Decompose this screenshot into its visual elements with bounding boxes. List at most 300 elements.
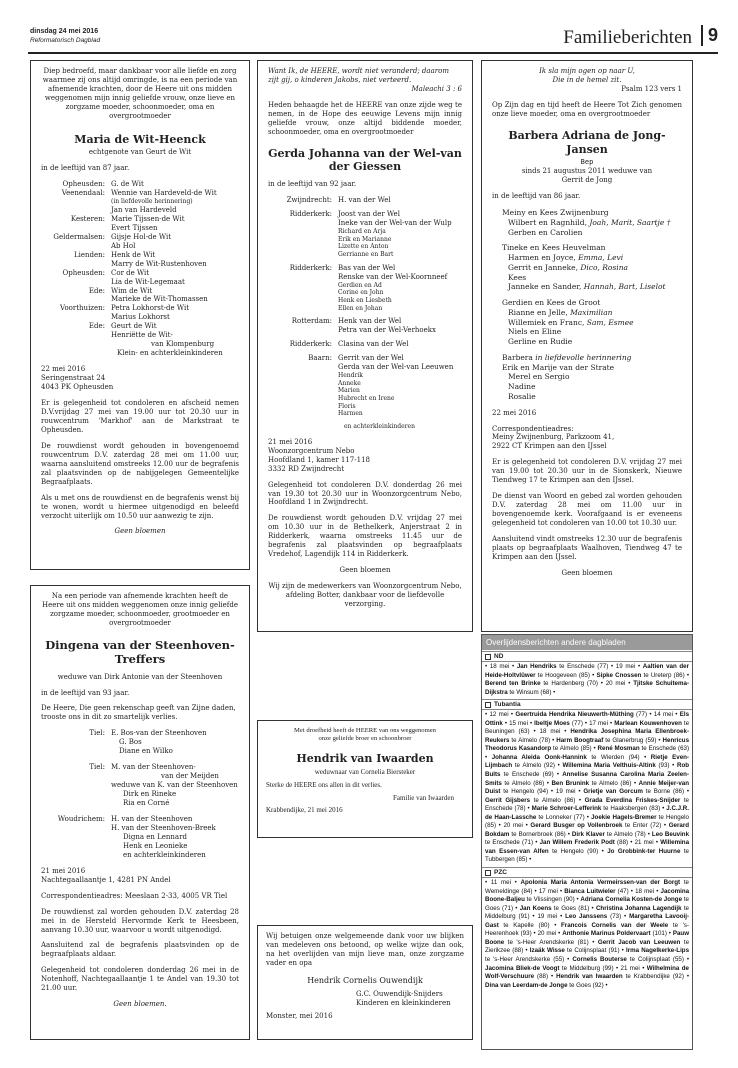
age-line: in de leeftijd van 92 jaar. (268, 180, 357, 189)
family-head: Meiny en Kees Zwijnenburg (502, 208, 609, 218)
entry-age: 81 (580, 904, 588, 912)
sympathy-line: Sterke de HEERE ons allen in dit verlies. (266, 780, 382, 789)
entry-date: 18 mei (635, 887, 655, 895)
entry-date: 18 mei (489, 663, 510, 670)
entry-age: 85 (580, 671, 588, 679)
family-name: Ab Hol (111, 241, 136, 250)
entry-name: Ben Brunink (551, 779, 590, 787)
grandchildren: Emma, Levi (575, 253, 624, 263)
family-name: Joost van der Wel (338, 210, 400, 219)
grandchild-name: Corine en John (338, 289, 384, 297)
age-line: in de leeftijd van 87 jaar. (41, 164, 130, 173)
obituaries-title: Overlijdensberichten andere dagbladen (482, 635, 692, 650)
entry-name: Apolonia Maria Antonia Vermeirssen-van der Borgt (520, 879, 681, 887)
entry-place: Hoogeveen (545, 671, 577, 679)
family-name: Diane en Wilko (119, 747, 173, 756)
grandchild-name: Rosalie (508, 391, 536, 401)
service-text: De rouwdienst zal worden gehouden D.V. zaterdag 28 mei in de Hersteld Hervormde Kerk te Heesbeen, aanvang 10.30 uur, waarvoor u wordt uitgenodigd. (41, 907, 239, 934)
entry-date: 12 mei (489, 711, 509, 719)
family-names (338, 354, 462, 418)
entry-age: 84 (523, 887, 531, 895)
family-name: H. van der Steenhoven (111, 815, 193, 823)
entry-age: 86 (675, 788, 682, 796)
family-names (111, 269, 239, 287)
corr-line: Correspondentieadres: Meeslaan 2-33, 4005 VR Tiel (41, 891, 228, 900)
family-row (268, 317, 462, 335)
entry-age: 81 (579, 938, 587, 946)
barbera-line (492, 353, 682, 363)
entry-age: 68 (542, 688, 550, 696)
entry-place: Tubbergen (485, 856, 515, 864)
family-row (41, 180, 239, 189)
death-notice-de-jong (481, 60, 693, 632)
entry-place: Almelo (598, 779, 618, 787)
service-text: De rouwdienst wordt gehouden D.V. vrijdag 27 mei om 10.30 uur in de Bethelkerk, Anjerstraat 2 in Ridderkerk, waarna omstreeks 11.45 uur de begrafenis zal plaatsvinden op begraafplaats Vredehof, Lagendijk 114 in Ridderkerk. (268, 514, 462, 559)
family-name: Jan van Hardeveld (111, 205, 177, 214)
entry-name: Annelise Susanna Carolina Maria Zeelen-Smits (485, 771, 690, 787)
intro-line-1: Met droefheid heeft de HEERE van ons weggenomen (294, 727, 436, 734)
family-line (502, 218, 682, 228)
entry-place: Vlissingen (533, 896, 562, 904)
entry-date: 18 mei (539, 728, 561, 736)
entry-name: René Mosman (597, 745, 640, 753)
family-name: Digna en Lennard (123, 832, 187, 841)
entry-name: Christina Johanna Lagendijk (595, 904, 682, 912)
entry-name: Rob Bults (485, 762, 690, 779)
entry-place: 's-Heerenhoek (485, 921, 690, 938)
address-line-1: Woonzorgcentrum Nebo (268, 446, 355, 455)
death-notice-van-der-steenhoven (30, 585, 250, 1040)
entry-name: Grietje van Gorcum (583, 788, 643, 796)
entry-age: 86 (535, 779, 543, 787)
place-label: Rotterdam: (291, 317, 332, 326)
family-name: Renske van der Wel-Koornneef (338, 272, 448, 281)
entry-place: Almelo (522, 762, 542, 770)
entry-age: 93 (660, 762, 668, 770)
deceased-name: Barbera Adriana de Jong-Jansen (508, 128, 666, 156)
entry-name: Pauw Boone (485, 930, 690, 946)
grandchildren: Maximilian (567, 307, 613, 317)
entry-age: 71 (524, 839, 532, 847)
erik-line: Erik en Marije van der Strate (502, 362, 615, 372)
family-names: Gerline en Rudie (508, 337, 573, 347)
entry-place: Hengelo (560, 847, 584, 855)
deceased-name: Hendrik van Iwaarden (296, 751, 434, 765)
entry-age: 85 (582, 745, 590, 753)
family-line (502, 337, 682, 347)
region-entries: • 11 mei • Apolonia Maria Antonia Vermeirssen-van der Borgt te Wemeldinge (84) • 17 mei • Bianca Luitwieler (47) • 18 mei • Jacomina Boone-Baljeu te Vlissingen (90) • Adriana Cornelia Kosten-de Jonge te Goes (71) • Jan Koens te Goes (81) • Christina Johanna Lagendijk te Middelburg (91) • 19 mei • Leo Janssens (73) • Margaretha Lavooij-Gast te Kapelle (80) • Francois Cornelis van der Weele te 's-Heerenhoek (93) • 20 mei • Anthonie Marinus Poldervaart (101) • Pauw Boone te 's-Heer Arendskerke (81) • Gerrit Jacob van Leeuwen te Zierikzee (88) • Izaäk Wisse te Colijnsplaat (91) • Irma Nagelkerke-Lips te 's-Heer Arendskerke (55) • Cornelis Bouterse te Colijnsplaat (55) • Jacomina Bliek-de Voogt te Middelburg (99) • 21 mei • Wilhelmina de Wolf-Verschuure (88) • Hendrik van Iwaarden te Krabbendijke (92) • Dina van Leerdam-de Jonge te Goes (92) • (485, 879, 690, 989)
family-name: Ria en Corné (123, 799, 170, 808)
corr-label: Correspondentieadres: (492, 424, 574, 433)
place-label: Lienden: (73, 250, 105, 259)
region-name: Tubantia (494, 701, 521, 709)
entry-name: Tjitske Schuitema-Dijkstra (485, 680, 689, 696)
great-grandchildren-line: en achterkleinkinderen (344, 423, 415, 431)
death-notice-de-wit (30, 60, 250, 570)
family-head: Tineke en Kees Heuvelman (502, 243, 606, 253)
condolence-text: Gelegenheid tot condoleren donderdag 26 mei in de Notenhoff, Nachtegaallaantje 1 te Andel van 19.30 tot 21.00 uur. (41, 966, 239, 993)
place-date: Monster, mei 2016 (266, 1011, 333, 1020)
entry-place: Almelo (559, 745, 579, 753)
entry-date: 21 mei (620, 964, 640, 972)
entry-age: 83 (651, 805, 659, 813)
family-name: Gerda van der Wel-van Leeuwen (338, 363, 454, 372)
entry-age: 88 (514, 947, 522, 955)
entry-place: Goes (485, 904, 500, 912)
grandchild-name: Henk en Liesbeth (338, 296, 392, 304)
family-head: Gerdien en Kees de Groot (502, 298, 601, 308)
family-name: Marie Tijssen-de Wit (111, 214, 185, 223)
burial-text: Aansluitend vindt omstreeks 12.30 uur de begrafenis plaats op begraafplaats Waalhoven, Tiendweg 47 te Krimpen aan den IJssel. (492, 535, 682, 561)
bullet-icon: • (485, 711, 490, 719)
entry-age: 91 (610, 947, 618, 955)
entry-age: 92 (594, 981, 602, 989)
entry-place: Goes (561, 904, 577, 912)
entry-age: 73 (612, 913, 620, 921)
place-label: Opheusden: (62, 268, 105, 277)
issue-date: dinsdag 24 mei 2016 (30, 28, 99, 35)
barbera-memorial: in liefdevolle herinnering (532, 352, 632, 362)
entry-age: 85 (487, 822, 494, 830)
erik-children (492, 372, 682, 401)
entry-age: 63 (520, 728, 528, 736)
family-line (502, 273, 682, 283)
entry-name: Leo Janssens (565, 913, 608, 921)
no-flowers-note: Geen bloemen (114, 527, 166, 536)
family-row (268, 264, 462, 313)
entry-place: Goes (576, 981, 591, 989)
family-name: Geurt de Wit (111, 322, 157, 331)
corr-line-1: Meiny Zwijnenburg, Parkzoom 41, (492, 433, 615, 442)
family-name: van der Meijden (161, 772, 219, 781)
family-names (338, 340, 462, 349)
entry-age: 92 (674, 973, 682, 981)
condolence-text: Er is gelegenheid tot condoleren D.V. vrijdag 27 mei van 19.00 tot 20.30 uur in de Sionskerk, Nieuwe Tiendweg 17 te Krimpen aan den IJssel. (492, 458, 682, 485)
family-name: Bas van der Wel (338, 263, 396, 272)
entry-place: Hengelo (511, 788, 535, 796)
entry-age: 80 (540, 921, 548, 929)
entry-name: Harm Boogtraaf (556, 736, 604, 744)
place-label: Ede: (88, 286, 105, 295)
region-header (482, 699, 692, 710)
family-name: Evert Tijssen (111, 223, 158, 232)
entry-date: 19 mei (615, 663, 636, 670)
entry-place: Zierikzee (485, 947, 511, 955)
entry-name: Rietje Even-Lijmbach (485, 753, 689, 770)
page-header (28, 24, 718, 54)
family-row (268, 196, 462, 205)
intro-line-2: onze geliefde broer en schoonbroer (318, 735, 412, 743)
intro-text: Na een periode van afnemende krachten heeft de Heere uit ons midden weggenomen onze innig geliefde zorgzame moeder, schoonmoeder, grootmoeder en overgrootmoeder (41, 592, 239, 627)
family-row (41, 189, 239, 215)
entry-age: 99 (604, 964, 612, 972)
grandchildren: Dico, Rosina (578, 262, 628, 272)
family-name: Henk de Wit (111, 250, 156, 259)
bible-verse: Want Ik, de HEERE, wordt niet veranderd; daarom zijt gij, o kinderen Jakobs, niet verteerd. (268, 67, 449, 84)
deceased-name: Gerda Johanna van der Wel-van der Giessen (268, 146, 462, 174)
entry-age: 88 (619, 839, 627, 847)
family-names (111, 322, 239, 349)
family-row (41, 251, 239, 269)
thanks-text: Wij zijn de medewerkers van Woonzorgcentrum Nebo, afdeling Botter, dankbaar voor de liefdevolle verzorging. (268, 582, 462, 609)
family-names: Gerrit en Janneke, (508, 262, 578, 272)
region-entries: • 12 mei • Geertruida Hendrika Nieuwerth-Müthing (77) • 14 mei • Els Ottink • 15 mei • Ibeltje Moes (77) • 17 mei • Marlean Kouwenhoven te Beuningen (63) • 18 mei • Hendrika Josephina Maria Ellenbroek-Reukers te Almelo (78) • Harm Boogtraaf te Glanerbrug (59) • Henricus Theodorus Kasandorp te Almelo (85) • René Mosman te Enschede (63) • Johanna Aleida Oonk-Hannink te Wierden (94) • Rietje Even-Lijmbach te Almelo (92) • Willemina Maria Velthuis-Altink (93) • Rob Bults te Enschede (69) • Annelise Susanna Carolina Maria Zeelen-Smits te Almelo (86) • Ben Brunink te Almelo (86) • Annie Meijer-van Duist te Hengelo (94) • 19 mei • Grietje van Gorcum te Borne (86) • Gerrit Gijsbers te Almelo (86) • Grada Everdina Friskes-Snijder te Enschede (78) • Marie Schroer-Lefferink te Haaksbergen (83) • J.C.J.R. de Haan-Lassche te Lonneker (77) • Joekie Hagels-Bremer te Hengelo (85) • 20 mei • Gerard Busger op Vollenbroek te Enter (72) • Gerard Bokdam te Bornerbroek (86) • Dirk Klaver te Almelo (78) • Leo Beuvink te Enschede (71) • Jan Willem Frederik Podt (88) • 21 mei • Willemina van Essen-van Alfen te Hengelo (90) • Jo Grobbink-ter Huurne te Tubbergen (85) • (485, 711, 690, 864)
family-row (41, 215, 239, 233)
entry-name: Annie Meijer-van Duist (485, 779, 689, 796)
entry-place: Enschede (485, 805, 513, 813)
family-names: Kees (508, 272, 527, 282)
entry-name: Hendrik van Iwaarden (556, 973, 623, 981)
entry-name: Jan Koens (519, 904, 552, 912)
grandchild-name: Hendrik (338, 372, 363, 380)
address-line-2: Hoofdland 1, kamer 117-118 (268, 455, 370, 464)
family-line (502, 318, 682, 328)
entry-place: 's-Heer Arendskerke (493, 955, 551, 963)
burial-text: Aansluitend zal de begrafenis plaatsvinden op de begraafplaats aldaar. (41, 941, 239, 959)
family-names (338, 196, 462, 205)
signature-line-2: Kinderen en kleinkinderen (356, 999, 451, 1007)
entry-age: 78 (636, 830, 644, 838)
family-name: Lia de Wit-Legemaat (111, 277, 185, 286)
grandchild-name: Marien (338, 387, 360, 395)
grandchildren: Joah, Marit, Saartje † (586, 217, 671, 227)
entry-age: 77 (599, 663, 607, 670)
age-line: in de leeftijd van 93 jaar. (41, 688, 130, 697)
entry-place: Enschede (567, 663, 595, 670)
family-line (502, 228, 682, 238)
corr-line-2: 2922 CT Krimpen aan den IJssel (492, 442, 607, 451)
place-label: Opheusden: (62, 180, 105, 189)
deceased-name: Maria de Wit-Heenck (74, 132, 206, 146)
family-name: Petra Lokhorst-de Wit (111, 304, 190, 313)
entry-place: Glanerbrug (612, 736, 644, 744)
entry-age: 91 (520, 913, 528, 921)
entry-name: Francois Cornelis van der Weele (561, 921, 669, 929)
entry-age: 71 (504, 904, 511, 912)
grandchild-name: Merel en Sergio (508, 372, 570, 382)
date-line: 22 mei 2016 (41, 365, 86, 374)
family-names: Janneke en Sander, (508, 282, 582, 292)
grandchild-name: Gerrianne en Bart (338, 251, 394, 258)
entry-date: 20 mei (537, 930, 557, 938)
entry-name: Izaäk Wisse (529, 947, 565, 955)
entry-name: Joekie Hagels-Bremer (591, 813, 657, 821)
widow-line-1: sinds 21 augustus 2011 weduwe van (521, 167, 653, 176)
entry-place: Hardenberg (551, 680, 585, 688)
entry-age: 86 (556, 830, 564, 838)
entry-name: Johanna Aleida Oonk-Hannink (491, 753, 587, 761)
family-names (338, 264, 462, 313)
entry-name: Irma Nagelkerke-Lips (625, 947, 690, 955)
family-name: Marius Lokhorst (111, 313, 170, 322)
region-header (482, 867, 692, 878)
service-text: De dienst van Woord en gebed zal worden gehouden D.V. zaterdag 28 mei om 11.00 uur in bovengenoemde kerk. Voorafgaand is er eveneens gelegenheid tot condoleren van 10.00 tot 10.30 uur. (492, 492, 682, 528)
entry-name: Margaretha Lavooij-Gast (485, 913, 690, 929)
place-label: Ridderkerk: (289, 210, 332, 219)
widow-line-2: Gerrit de Jong (561, 176, 613, 185)
family-names (111, 233, 239, 251)
grandchild-name: Nadine (508, 382, 536, 392)
entry-place: Wierden (601, 753, 625, 761)
entry-age: 101 (654, 930, 665, 938)
family-names: Gerben en Carolien (508, 227, 583, 237)
date-line: 21 mei 2016 (41, 866, 86, 875)
newspaper-name: Reformatorisch Dagblad (30, 37, 101, 44)
entry-age: 77 (575, 813, 583, 821)
city-line: 4043 PK Opheusden (41, 383, 114, 392)
entry-age: 55 (674, 955, 682, 963)
grandchild-name: Lizette en Anton (338, 243, 389, 251)
barbera-name: Barbera (502, 352, 533, 362)
grandchild-name: Richard en Arja (338, 227, 386, 235)
family-names (111, 251, 239, 269)
entry-date: 21 mei (634, 839, 654, 847)
grandchild-name: Anneke (338, 379, 361, 387)
entry-place: Ureterp (650, 671, 672, 679)
entry-name: Ibeltje Moes (534, 719, 570, 727)
entry-age: 90 (565, 896, 573, 904)
no-flowers-note: Geen bloemen (561, 568, 613, 577)
family-names (338, 210, 462, 259)
entry-name: Marie Schroer-Lefferink (531, 805, 602, 813)
family-name: Cor de Wit (111, 268, 150, 277)
entry-name: Gerard Bokdam (485, 822, 690, 838)
grandchild-name: Floris (338, 402, 356, 410)
place-label: Geldermalsen: (53, 232, 105, 241)
entry-name: Hendrika Josephina Maria Ellenbroek-Reukers (485, 728, 689, 744)
family-names (111, 180, 239, 189)
family-row (41, 304, 239, 322)
entry-age: 88 (539, 973, 546, 981)
entry-name: Bianca Luitwieler (564, 887, 616, 895)
family-list (268, 196, 462, 418)
entry-age: 63 (680, 745, 687, 753)
entry-place: Middelburg (485, 913, 516, 921)
death-notice-van-der-wel (257, 60, 473, 632)
entry-place: Enschede (492, 839, 520, 847)
grandchildren-line: Klein- en achterkleinkinderen (117, 349, 223, 358)
bullet-icon: • (485, 879, 491, 887)
date-line: 21 mei 2016 (268, 437, 313, 446)
place-label: Ridderkerk: (289, 340, 332, 349)
family-line (502, 327, 682, 337)
entry-name: Gerard Busger op Vollenbroek (530, 822, 623, 830)
no-flowers-note: Geen bloemen (339, 566, 391, 575)
family-names (111, 215, 239, 233)
entry-date: 15 mei (509, 719, 528, 727)
family-name: Gijsje Hol-de Wit (111, 232, 172, 241)
entry-name: Aaltien van der Heide-Holtvlüwer (485, 663, 690, 679)
page-number: 9 (701, 25, 718, 46)
intro-text: Heden behaagde het de HEERE van onze zijde weg te nemen, in de Hope des eeuwige Levens mijn innig geliefde vrouw, onze altijd biddende moeder, schoonmoeder, oma en overgrootmoeder (268, 100, 462, 136)
grandchildren: Sam, Esmee (584, 317, 634, 327)
entry-date: 17 mei (538, 887, 558, 895)
bullet-icon: • (485, 663, 490, 670)
entry-date: 11 mei (490, 879, 511, 887)
entry-place: Kapelle (513, 921, 534, 929)
widow-line: weduwe van Dirk Antonie van der Steenhoven (57, 672, 223, 681)
entry-name: Sipke Cnossen (596, 671, 642, 679)
entry-age: 69 (544, 771, 552, 779)
entry-date: 14 mei (653, 711, 673, 719)
family-name: G. Bos (119, 738, 142, 747)
entry-age: 55 (555, 955, 563, 963)
street-line: Seringenstraat 24 (41, 374, 106, 383)
entry-age: 47 (619, 887, 627, 895)
entry-age: 72 (652, 822, 660, 830)
family-row (268, 354, 462, 418)
family-line (502, 308, 682, 318)
date-line: 22 mei 2016 (492, 408, 537, 417)
entry-place: Enschede (648, 745, 677, 753)
family-row (268, 340, 462, 349)
entry-name: Gerrit Jacob van Leeuwen (597, 938, 681, 946)
attendance-text: Als u met ons de rouwdienst en de begrafenis wenst bij te wonen, wordt u hiermee uitgenodigd en beleefd verzocht uiterlijk om 10.50 uur aanwezig te zijn. (41, 493, 239, 520)
entry-name: Jan Willem Frederik Podt (539, 839, 615, 847)
place-date: Krabbendijke, 21 mei 2016 (266, 806, 343, 815)
family-list (492, 208, 682, 353)
family-names: Wilbert en Ragnhild, (508, 217, 587, 227)
family-group-3: Woudrichem: H. van der Steenhoven H. van der Steenhoven-Breek Digna en Lennard Henk en Leonieke en achterkleinkinderen (41, 815, 239, 860)
entry-place: Enschede (511, 771, 540, 779)
family-group-2: Tiel: M. van der Steenhoven- van der Meijden weduwe van K. van der Steenhoven Dirk en Rineke Ria en Corné (89, 763, 238, 808)
family-name: van Klompenburg (151, 340, 215, 349)
entry-place: 's-Heer Arendskerke (516, 938, 575, 946)
family-name: Marry de Wit-Rustenhoven (111, 259, 207, 268)
family-names (111, 189, 239, 215)
family-name: Dirk en Rineke (123, 790, 177, 799)
family-line (502, 282, 682, 292)
intro-text: Op Zijn dag en tijd heeft de Heere Tot Zich genomen onze lieve moeder, oma en overgrootmoeder (492, 100, 682, 118)
section-title: Familieberichten (563, 27, 692, 48)
place-label: Ridderkerk: (289, 263, 332, 272)
entry-name: Jan Hendriks (516, 663, 557, 670)
family-names: Willemiek en Franc, (508, 317, 585, 327)
entry-name: Els Ottink (485, 711, 690, 727)
entry-age: 90 (589, 847, 597, 855)
entry-age: 92 (546, 762, 553, 770)
entry-name: Berend ten Brinke (485, 680, 541, 688)
entry-name: Willemina van Essen-van Alfen (485, 839, 690, 855)
entry-name: Geertruida Hendrika Nieuwerth-Müthing (515, 711, 634, 719)
entry-age: 85 (518, 856, 526, 864)
grandchild-name: Ellen en Johan (338, 304, 383, 312)
entry-name: Gerrit Gijsbers (485, 796, 531, 804)
grandchild-name: Harmen (338, 410, 363, 418)
family-name: (in liefdevolle herinnering) (111, 198, 193, 206)
checkbox-icon (485, 702, 491, 708)
entry-name: Henricus Theodorus Kasandorp (485, 736, 690, 753)
entry-place: Wemeldinge (485, 887, 520, 895)
entry-name: Leo Beuvink (651, 830, 690, 838)
entry-place: Colijnsplaat (637, 955, 670, 963)
death-notice-van-iwaarden (257, 720, 473, 838)
entry-age: 59 (647, 736, 655, 744)
place-label: Baarn: (308, 354, 332, 363)
family-group-1: Tiel: E. Bos-van der Steenhoven G. Bos Diane en Wilko (41, 729, 239, 756)
place-label: Voorthuizen: (60, 304, 105, 313)
entry-age: 78 (516, 805, 524, 813)
entry-name: Cornelis Bouterse (572, 955, 627, 963)
grandchild-name: Gerdien en Ad (338, 281, 382, 289)
entry-age: 77 (573, 719, 581, 727)
family-names (111, 287, 239, 305)
region-header (482, 651, 692, 662)
entry-name: Anthonie Marinus Poldervaart (562, 930, 651, 938)
grandchild-name: Hubrecht en Irene (338, 395, 395, 403)
family-name: Henk van der Wel (338, 317, 402, 326)
entry-place: Almelo (541, 796, 561, 804)
